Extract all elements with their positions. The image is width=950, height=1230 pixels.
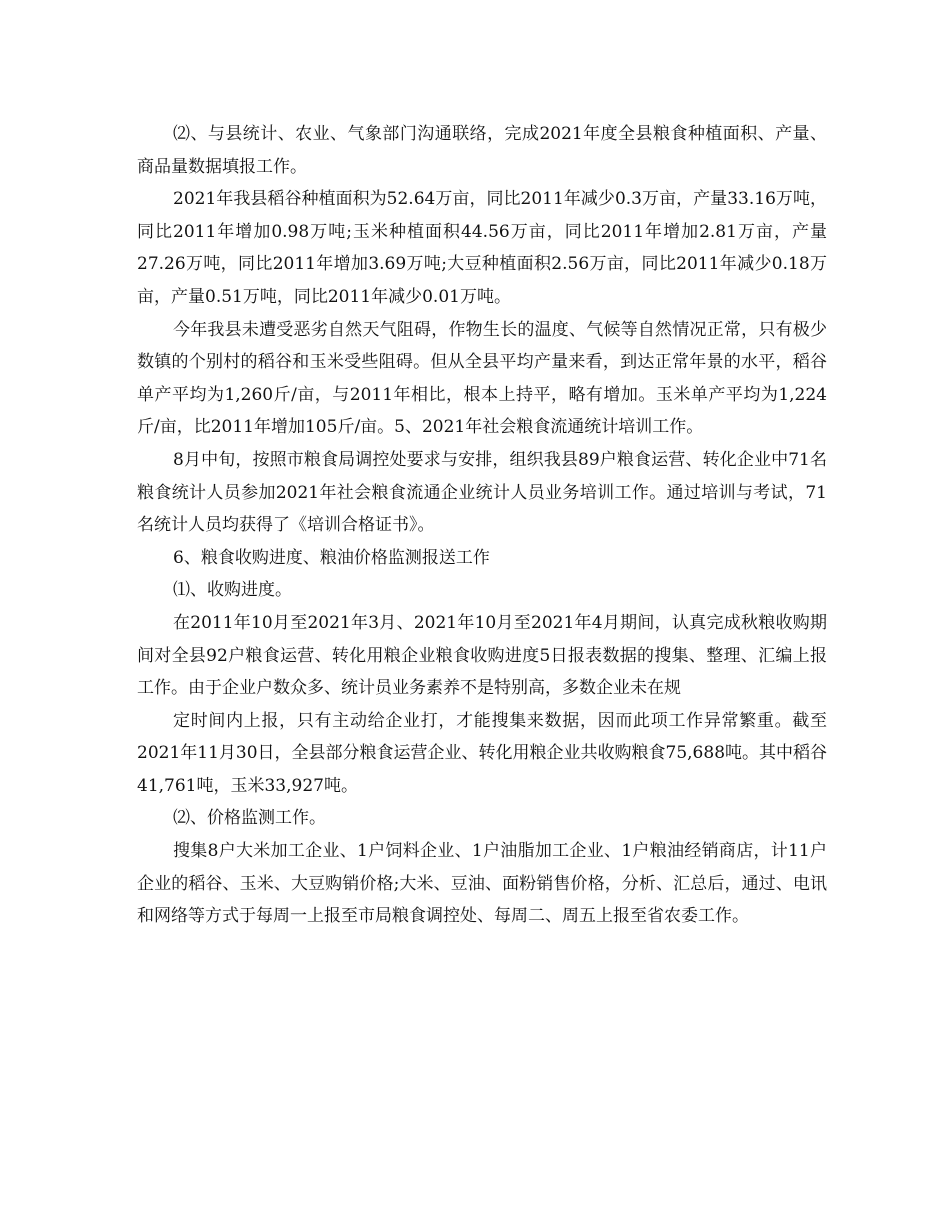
- paragraph-purchase-totals: 定时间内上报，只有主动给企业打，才能搜集来数据，因而此项工作异常繁重。截至2021年11月30日，全县部分粮食运营企业、转化用粮企业共收购粮食75,688吨。其中稻谷41,761吨，玉米33,927吨。: [137, 710, 828, 796]
- subheading-price-monitoring: ⑵、价格监测工作。: [173, 808, 326, 829]
- paragraph-planting-area-output: 2021年我县稻谷种植面积为52.64万亩，同比2011年减少0.3万亩，产量33.16万吨，同比2011年增加0.98万吨;玉米种植面积44.56万亩，同比2011年增加2.81万亩，产量27.26万吨，同比2011年增加3.69万吨;大豆种植面积2.56万亩，同比2011年减少0.18万亩，产量0.51万吨，同比2011年减少0.01万吨。: [137, 189, 827, 307]
- paragraph-price-monitoring: 搜集8户大米加工企业、1户饲料企业、1户油脂加工企业、1户粮油经销商店，计11户企业的稻谷、玉米、大豆购销价格;大米、豆油、面粉销售价格，分析、汇总后，通过、电讯和网络等方式于每周一上报至市局粮食调控处、每周二、周五上报至省农委工作。: [137, 841, 827, 927]
- paragraph-training: 8月中旬，按照市粮食局调控处要求与安排，组织我县89户粮食运营、转化企业中71名粮食统计人员参加2021年社会粮食流通企业统计人员业务培训工作。通过培训与考试，71名统计人员均获得了《培训合格证书》。: [137, 449, 827, 536]
- section-heading-purchase-price-monitoring: 6、粮食收购进度、粮油价格监测报送工作: [173, 547, 490, 568]
- subheading-purchase-progress: ⑴、收购进度。: [173, 580, 292, 601]
- document-body: [137, 118, 827, 933]
- paragraph-weather-yield: 今年我县未遭受恶劣自然天气阻碍，作物生长的温度、气候等自然情况正常，只有极少数镇的个别村的稻谷和玉米受些阻碍。但从全县平均产量来看，到达正常年景的水平，稻谷单产平均为1,260斤/亩，与2011年相比，根本上持平，略有增加。玉米单产平均为1,224斤/亩，比2011年增加105斤/亩。5、2021年社会粮食流通统计培训工作。: [137, 319, 827, 438]
- paragraph-purchase-progress: 在2011年10月至2021年3月、2021年10月至2021年4月期间，认真完成秋粮收购期间对全县92户粮食运营、转化用粮企业粮食收购进度5日报表数据的搜集、整理、汇编上报工作。由于企业户数众多、统计员业务素养不是特别高，多数企业未在规: [137, 612, 827, 699]
- paragraph-price-data-reporting: ⑵、与县统计、农业、气象部门沟通联络，完成2021年度全县粮食种植面积、产量、商品量数据填报工作。: [137, 124, 827, 177]
